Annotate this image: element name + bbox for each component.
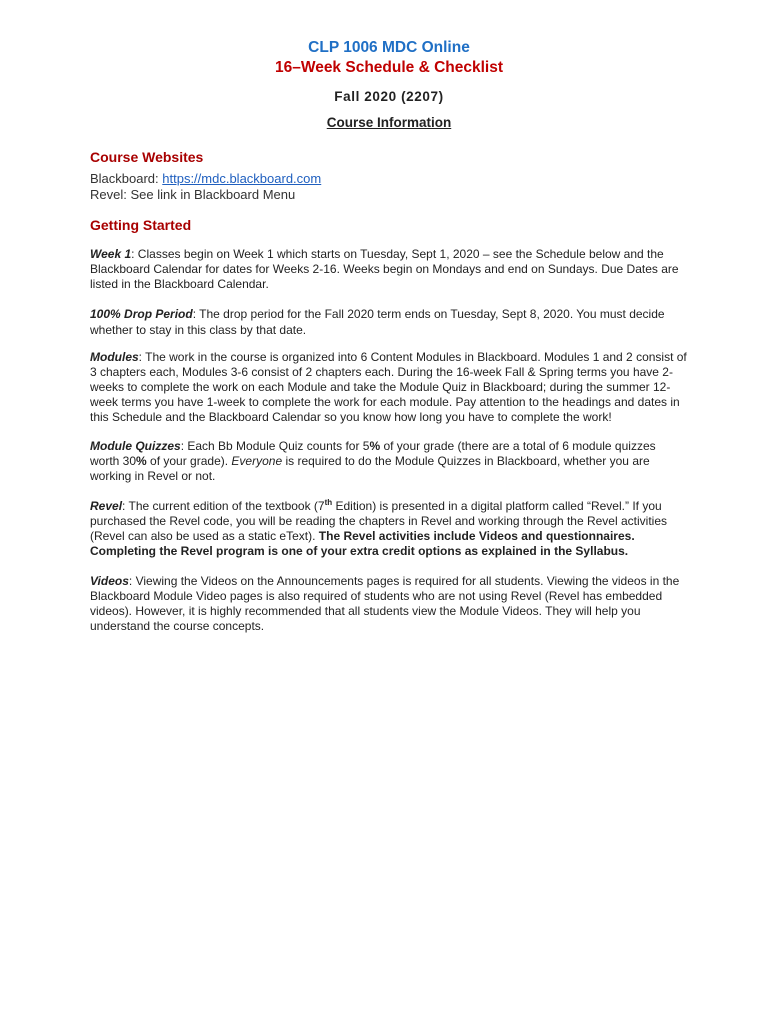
revel-paragraph: [90, 499, 688, 559]
drop-period-paragraph: [90, 306, 688, 338]
videos-paragraph: [90, 574, 688, 634]
module-quizzes-lead: Module Quizzes: [90, 439, 181, 453]
blackboard-label: Blackboard:: [90, 171, 163, 186]
getting-started-heading: Getting Started: [90, 217, 192, 233]
quizzes-text-3: of your grade).: [146, 454, 232, 468]
course-title: CLP 1006 MDC Online: [308, 39, 470, 56]
week1-text: : Classes begin on Week 1 which starts on Tuesday, Sept 1, 2020 – see the Schedule below and the Blackboard Calendar for dates for Weeks 2-16. Weeks begin on Mondays and end on Sundays. Due Dates are listed in the Blackboard Calendar.: [90, 247, 679, 291]
videos-lead: Videos: [90, 574, 129, 588]
modules-paragraph: [90, 350, 688, 425]
course-information-heading: Course Information: [326, 115, 452, 130]
module-quizzes-paragraph: [90, 439, 688, 484]
blackboard-link[interactable]: https://mdc.blackboard.com: [162, 171, 322, 186]
revel-edition-sup: th: [324, 498, 333, 507]
schedule-title: 16–Week Schedule & Checklist: [274, 59, 503, 76]
drop-period-lead: 100% Drop Period: [90, 307, 193, 321]
quizzes-pct-2: %: [136, 454, 147, 468]
revel-lead: Revel: [90, 499, 123, 513]
drop-period-text: : The drop period for the Fall 2020 term ends on Tuesday, Sept 8, 2020. You must decide whether to stay in this class by that date.: [90, 307, 665, 337]
quizzes-everyone: Everyone: [231, 454, 283, 468]
modules-text: : The work in the course is organized into 6 Content Modules in Blackboard. Modules 1 and 2 consist of 3 chapters each, Modules 3-6 consist of 2 chapters each. During the 16-week Fall & Spring terms you have 2-weeks to complete the work on each Module and take the Module Quiz in Blackboard; during the summer 12-week terms you have 1-week to complete the work for each module. Pay attention to the headings and dates in this Schedule and the Blackboard Calendar so you know how long you have to complete the work!: [90, 350, 687, 424]
modules-lead: Modules: [90, 350, 139, 364]
revel-text-1: : The current edition of the textbook (7: [122, 499, 325, 513]
week1-paragraph: [90, 247, 688, 292]
quizzes-text-1: : Each Bb Module Quiz counts for 5: [180, 439, 370, 453]
term-label: Fall 2020 (2207): [334, 89, 444, 104]
quizzes-text-4: is required to do the Module Quizzes in Blackboard, whether you are working in Revel or not.: [90, 454, 650, 483]
course-websites-heading: Course Websites: [90, 149, 204, 165]
quizzes-text-2: of your grade (there are a total of 6 module quizzes worth 30: [90, 439, 656, 468]
revel-bold-text: The Revel activities include Videos and questionnaires. Completing the Revel program is one of your extra credit options as explained in the Syllabus.: [90, 529, 635, 558]
quizzes-pct-1: %: [369, 439, 381, 453]
week1-lead: Week 1: [90, 247, 132, 261]
videos-text: : Viewing the Videos on the Announcements pages is required for all students. Viewing the videos in the Blackboard Module Video pages is also required of students who are not using Revel (Revel has embedded videos). However, it is highly recommended that all students view the Module Videos. They will help you understand the course concepts.: [90, 574, 680, 633]
blackboard-line: [90, 171, 688, 187]
revel-text-2: Edition) is presented in a digital platform called “Revel.” If you purchased the Revel code, you will be reading the chapters in Revel and working through the Revel activities (Revel can also be used as a static eText).: [90, 499, 667, 543]
revel-line: Revel: See link in Blackboard Menu: [90, 187, 296, 202]
